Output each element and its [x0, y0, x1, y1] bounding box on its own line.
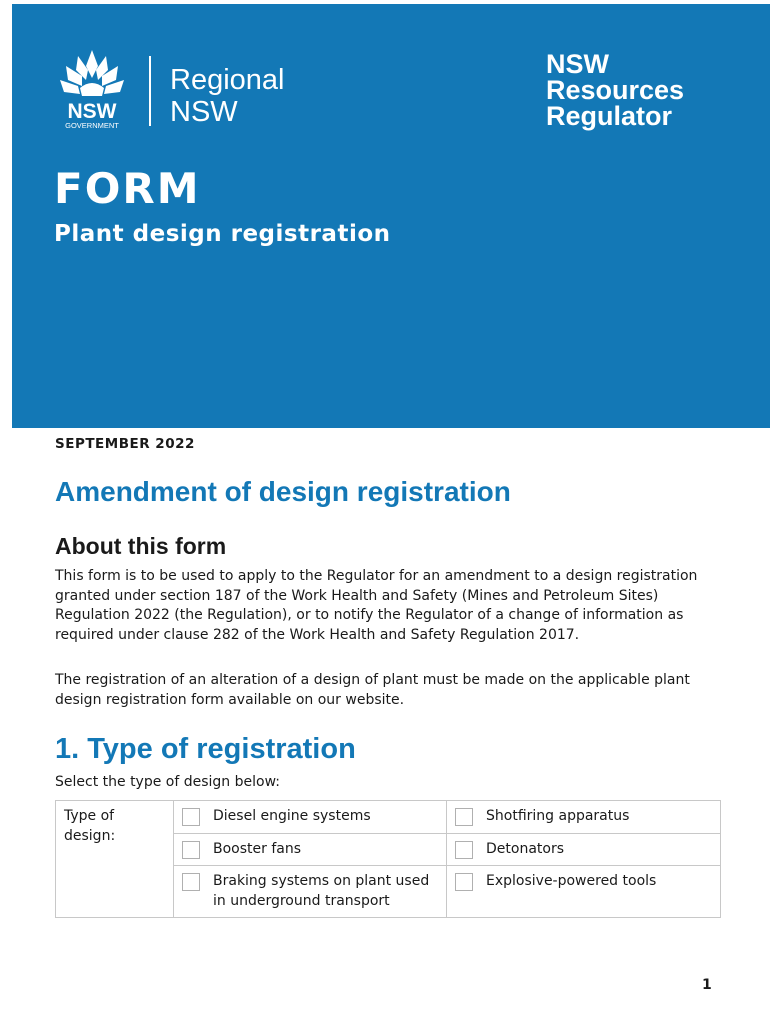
booster-fans-checkbox[interactable] — [182, 841, 200, 859]
option-label: Diesel engine systems — [213, 808, 371, 824]
option-label: Shotfiring apparatus — [486, 808, 630, 824]
logo-divider — [149, 56, 151, 126]
option-cell — [174, 801, 447, 834]
option-cell — [447, 866, 721, 918]
regulator-line3: Regulator — [546, 101, 673, 131]
page-number: 1 — [702, 977, 712, 993]
type-of-design-label: Type of design: — [56, 801, 174, 918]
government-text: GOVERNMENT — [65, 121, 119, 130]
regional-line2: NSW — [170, 96, 238, 128]
regional-nsw-logo — [170, 64, 284, 128]
publication-date: SEPTEMBER 2022 — [55, 436, 195, 452]
resources-regulator-logo — [546, 51, 684, 129]
option-cell — [447, 801, 721, 834]
braking-systems-checkbox[interactable] — [182, 873, 200, 891]
about-paragraph-1: This form is to be used to apply to the Regulator for an amendment to a design registration granted under section 187 of the Work Health and Safety (Mines and Petroleum Sites) Regulation 2022 (the Regulation), or to notify the Regulator of a change of information as required under clause 282 of the Work Health and Safety Regulation 2017. — [55, 568, 698, 643]
shotfiring-apparatus-checkbox[interactable] — [455, 808, 473, 826]
regulator-line1: NSW — [546, 49, 609, 79]
option-label: Booster fans — [213, 840, 302, 857]
option-cell — [447, 833, 721, 866]
table-row — [56, 801, 721, 834]
design-type-table — [55, 800, 721, 918]
option-label: Detonators — [486, 840, 565, 857]
about-heading: About this form — [55, 533, 227, 559]
section-1-instruction: Select the type of design below: — [55, 774, 280, 790]
detonators-checkbox[interactable] — [455, 841, 473, 859]
regional-line1: Regional — [170, 64, 285, 96]
section-1-heading: 1. Type of registration — [55, 733, 356, 765]
option-label: Explosive-powered tools — [486, 873, 657, 889]
option-label: Braking systems on plant used in underground transport — [213, 873, 430, 909]
explosive-powered-tools-checkbox[interactable] — [455, 873, 473, 891]
page-heading: Amendment of design registration — [55, 476, 511, 507]
option-cell — [174, 833, 447, 866]
form-subtitle: Plant design registration — [54, 221, 391, 247]
diesel-engine-systems-checkbox[interactable] — [182, 808, 200, 826]
option-cell — [174, 866, 447, 918]
regulator-line2: Resources — [546, 75, 685, 105]
nsw-waratah-logo — [54, 48, 130, 130]
form-title: FORM — [54, 164, 201, 213]
header-banner — [12, 4, 770, 428]
nsw-logo-text: NSW — [67, 100, 117, 123]
about-paragraph-2: The registration of an alteration of a design of plant must be made on the applicable plant design registration form available on our website. — [55, 672, 690, 708]
